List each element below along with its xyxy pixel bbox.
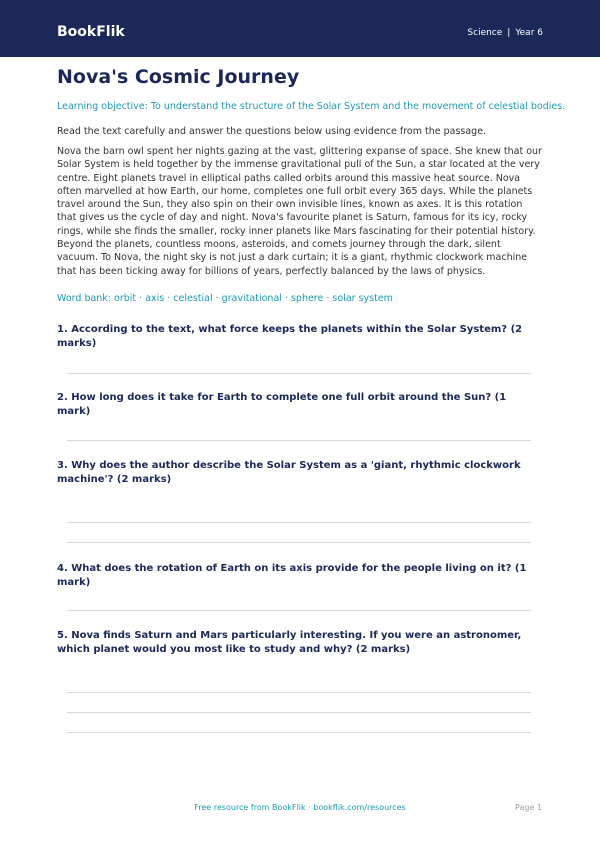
answer-line-3b[interactable] — [67, 542, 531, 543]
answer-line-5b[interactable] — [67, 712, 531, 713]
answer-line-5a[interactable] — [67, 692, 531, 693]
answer-line-1a[interactable] — [67, 373, 531, 374]
brand-logo-text: BookFlik — [57, 24, 125, 40]
question-5: 5. Nova finds Saturn and Mars particularly interesting. If you were an astronomer, which planet would you most like to study and why? (2 marks) — [57, 630, 522, 655]
word-bank: Word bank: orbit · axis · celestial · gravitational · sphere · solar system — [57, 293, 393, 304]
question-4: 4. What does the rotation of Earth on its axis provide for the people living on it? (1 mark) — [57, 563, 527, 588]
question-1: 1. According to the text, what force keeps the planets within the Solar System? (2 marks) — [57, 324, 523, 349]
answer-line-3a[interactable] — [67, 522, 531, 523]
year-label: Year 6 — [515, 28, 543, 38]
subject-year-label — [467, 27, 543, 39]
learning-objective: Learning objective: To understand the structure of the Solar System and the movement of celestial bodies. — [57, 101, 566, 112]
page-number: Page 1 — [515, 803, 542, 812]
page-title: Nova's Cosmic Journey — [57, 66, 300, 88]
footer-resource-link: Free resource from BookFlik · bookflik.com/resources — [194, 803, 406, 812]
question-3: 3. Why does the author describe the Solar System as a 'giant, rhythmic clockwork machine'? (2 marks) — [57, 460, 521, 485]
page-header — [0, 0, 600, 57]
instructions: Read the text carefully and answer the questions below using evidence from the passage. — [57, 126, 487, 137]
answer-line-2a[interactable] — [67, 440, 531, 441]
answer-line-5c[interactable] — [67, 732, 531, 733]
subject-label: Science — [467, 28, 503, 38]
question-2: 2. How long does it take for Earth to complete one full orbit around the Sun? (1 mark) — [57, 392, 507, 417]
reading-passage: Nova the barn owl spent her nights gazing at the vast, glittering expanse of space. She knew that our Solar System is held together by the immense gravitational pull of the Sun, a star located at the very centre. Eight planets travel in elliptical paths called orbits around this massive heat source. Nova often marvelled at how Earth, our home, completes one full orbit every 365 days. While the planets travel around the Sun, they also spin on their own invisible lines, known as axes. It is this rotation that gives us the cycle of day and night. Nova's favourite planet is Saturn, famous for its icy, rocky rings, while she finds the smaller, rocky inner planets like Mars fascinating for their potential history. Beyond the planets, countless moons, asteroids, and comets journey through the dark, silent vacuum. To Nova, the night sky is not just a dark curtain; it is a giant, rhythmic clockwork machine that has been ticking away for billions of years, perfectly balanced by the laws of physics. — [57, 146, 542, 277]
header-separator: | — [507, 28, 511, 38]
answer-line-4a[interactable] — [67, 610, 531, 611]
